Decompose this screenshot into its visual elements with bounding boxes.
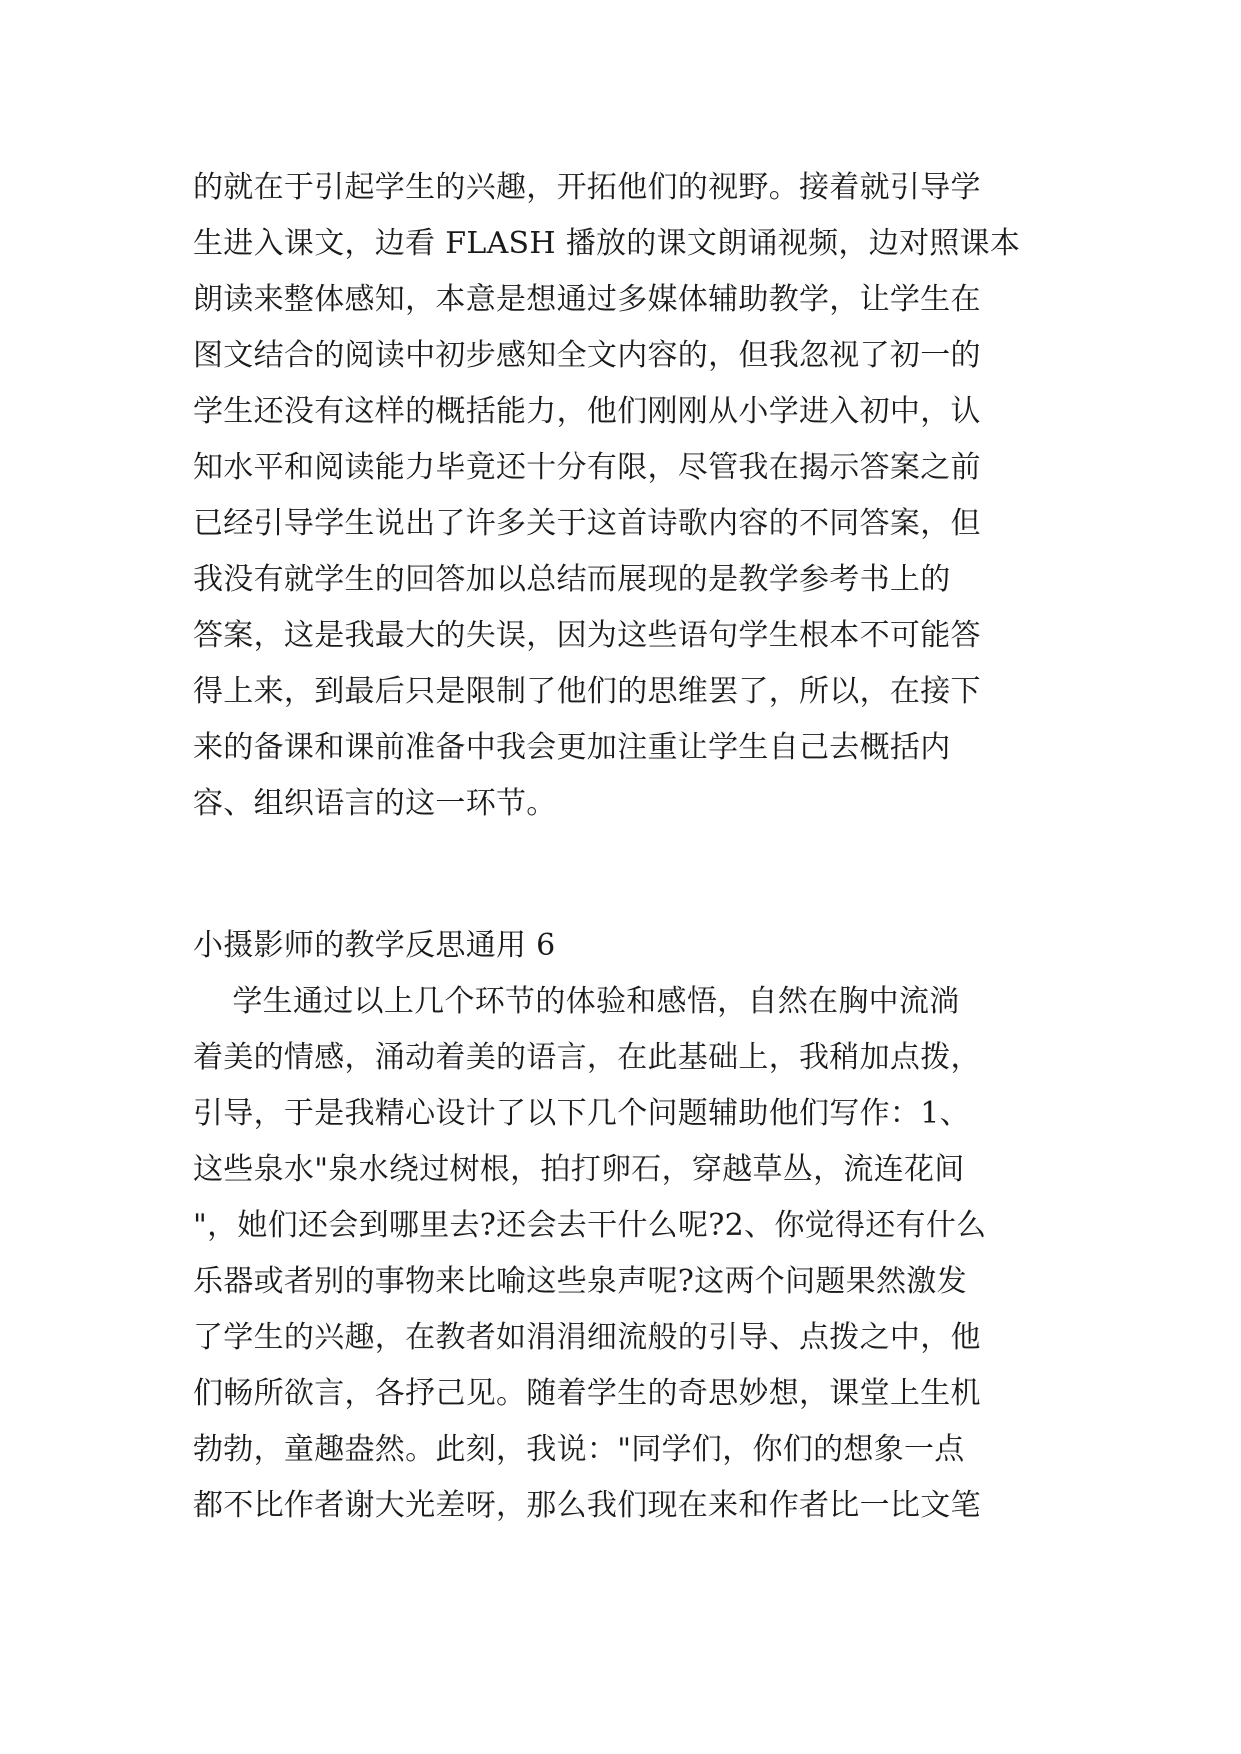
paragraph-line: 学生还没有这样的概括能力，他们刚刚从小学进入初中，认 xyxy=(193,394,981,429)
paragraph-line: 图文结合的阅读中初步感知全文内容的，但我忽视了初一的 xyxy=(193,338,981,373)
paragraph-line: 引导，于是我精心设计了以下几个问题辅助他们写作：1、 xyxy=(193,1096,970,1131)
paragraph-line: 这些泉水"泉水绕过树根，拍打卵石，穿越草丛，流连花间 xyxy=(193,1152,965,1187)
paragraph-line: 得上来，到最后只是限制了他们的思维罢了，所以，在接下 xyxy=(193,674,981,709)
paragraph-line: 朗读来整体感知，本意是想通过多媒体辅助教学，让学生在 xyxy=(193,282,981,317)
paragraph-line: 学生通过以上几个环节的体验和感悟，自然在胸中流淌 xyxy=(193,984,960,1019)
paragraph-line: 了学生的兴趣，在教者如涓涓细流般的引导、点拨之中，他 xyxy=(193,1320,981,1355)
paragraph-line: 我没有就学生的回答加以总结而展现的是教学参考书上的 xyxy=(193,562,951,597)
paragraph-line: "，她们还会到哪里去?还会去干什么呢?2、你觉得还有什么 xyxy=(193,1208,987,1243)
paragraph-line: 容、组织语言的这一环节。 xyxy=(193,786,557,821)
paragraph-line: 已经引导学生说出了许多关于这首诗歌内容的不同答案，但 xyxy=(193,506,981,541)
paragraph-line: 的就在于引起学生的兴趣，开拓他们的视野。接着就引导学 xyxy=(193,170,981,205)
section-heading: 小摄影师的教学反思通用 6 xyxy=(193,928,556,963)
paragraph-line: 们畅所欲言，各抒己见。随着学生的奇思妙想，课堂上生机 xyxy=(193,1376,981,1411)
paragraph-line: 着美的情感，涌动着美的语言，在此基础上，我稍加点拨， xyxy=(193,1040,981,1075)
paragraph-line: 生进入课文，边看 FLASH 播放的课文朗诵视频，边对照课本 xyxy=(193,226,1021,261)
paragraph-line: 乐器或者别的事物来比喻这些泉声呢?这两个问题果然激发 xyxy=(193,1264,967,1299)
paragraph-line: 勃勃，童趣盎然。此刻，我说："同学们，你们的想象一点 xyxy=(193,1432,965,1467)
paragraph-line: 都不比作者谢大光差呀，那么我们现在来和作者比一比文笔 xyxy=(193,1488,981,1523)
paragraph-line: 知水平和阅读能力毕竟还十分有限，尽管我在揭示答案之前 xyxy=(193,450,981,485)
paragraph-line: 来的备课和课前准备中我会更加注重让学生自己去概括内 xyxy=(193,730,951,765)
paragraph-line: 答案，这是我最大的失误，因为这些语句学生根本不可能答 xyxy=(193,618,981,653)
